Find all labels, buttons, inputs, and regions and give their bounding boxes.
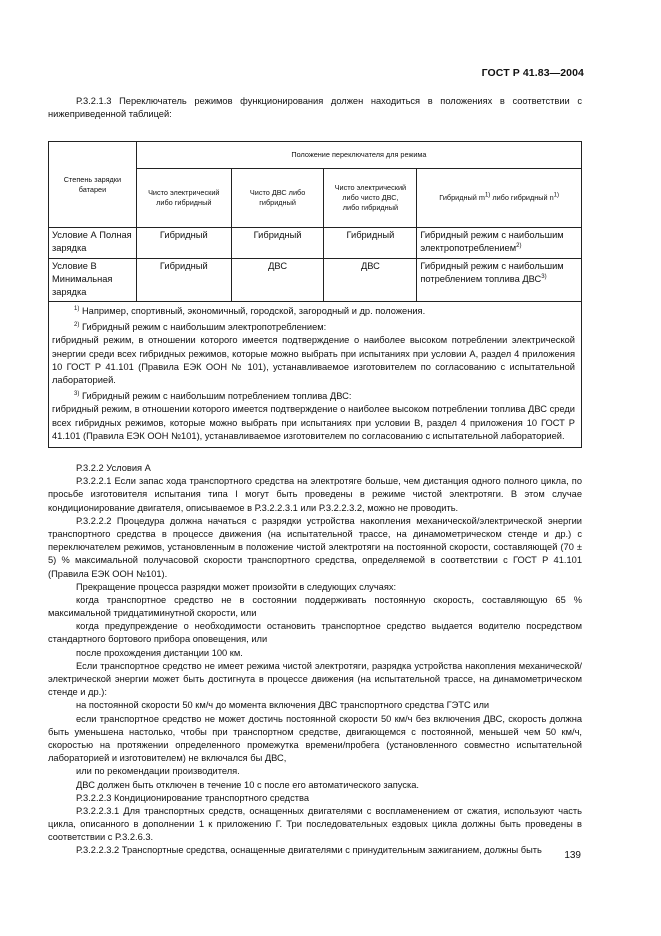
paragraph: ДВС должен быть отключен в течение 10 с после его автоматического запуска.: [76, 779, 420, 790]
page-number: 139: [564, 850, 581, 861]
table-notes-row: [49, 302, 582, 448]
table-row: [49, 259, 582, 302]
row-label: Условие А Полная зарядка: [49, 228, 137, 259]
intro-paragraph: Р.3.2.1.3 Переключатель режимов функционирования должен находиться в положениях в соответствии с нижеприведенной таблицей:: [48, 96, 582, 120]
table-row: [49, 228, 582, 259]
section-heading: Р.3.2.2.3 Кондиционирование транспортного средства: [76, 792, 309, 803]
col-header-4-a: Гибридный m: [439, 193, 485, 203]
section-heading: Р.3.2.2 Условия А: [76, 463, 151, 473]
footnote-mark: 3): [74, 391, 80, 398]
cell-footnote-mark: 2): [516, 243, 522, 250]
col-header-4-b: либо гибридный n: [490, 193, 554, 203]
mode-table: [48, 141, 582, 448]
table-notes: [49, 302, 582, 448]
table-cell: [417, 259, 582, 302]
table-cell: Гибридный: [324, 228, 417, 259]
paragraph: когда транспортное средство не в состоянии поддерживать постоянную скорость, составляющую 65 % максимальной тридцатиминутной скорости, или: [48, 594, 582, 619]
table-cell: Гибридный: [136, 259, 231, 302]
col-header-4: [417, 169, 582, 228]
footnote-text: Например, спортивный, экономичный, городской, загородный и др. положения.: [81, 306, 426, 316]
cell-text: Гибридный режим с наибольшим электропотреблением: [420, 230, 564, 254]
footnote-text: Гибридный режим с наибольшим электропотреблением:: [81, 322, 327, 333]
table-cell: ДВС: [231, 259, 324, 302]
footnote-2: [52, 321, 575, 387]
paragraph: Р.3.2.2.3.1 Для транспортных средств, оснащенных двигателями с воспламенением от сжатия, используют часть цикла, описанного в дополнении 1 к приложению Г. Три последовательных ездовых цикла должны быть проведены в соответствии с Р.3.2.6.3.: [48, 805, 582, 843]
paragraph: если транспортное средство не может достичь постоянной скорости 50 км/ч без включения ДВС, скорость должна быть уменьшена настолько, чтобы при транспортном средстве, двигающемся с постоянной, меньшей чем 50 км/ч, скоростью на протяжении определенного промежутка времени/пробега (установленного совместно испытательной лабораторией и изготовителем) не включался бы ДВС,: [48, 713, 582, 764]
footnote-mark: 1): [74, 305, 80, 312]
corner-header: Степень зарядки батареи: [49, 142, 137, 228]
col-header-1: Чисто электрический либо гибридный: [136, 169, 231, 228]
footnote-text: Гибридный режим с наибольшим потреблением топлива ДВС:: [81, 391, 352, 402]
footnote-body: гибридный режим, в отношении которого имеется подтверждение о наиболее высоком потреблении электрической энергии среди всех гибридных режимов, которые можно выбрать при испытаниях при условии А, раздел 4 приложения 10 ГОСТ Р 41.101 (Правила ЕЭК ООН № 101), устанавливаемое изготовителем по согласованию с испытательной лабораторией.: [52, 335, 575, 385]
col-header-3: Чисто электрический либо чисто ДВС, либо гибридный: [324, 169, 417, 228]
footnote-body: гибридный режим, в отношении которого имеется подтверждение о наиболее высоком потреблении топлива ДВС среди всех гибридных режимов, которые можно выбрать при испытаниях при условии В, раздел 4 приложения 10 ГОСТ Р 41.101 (Правила ЕЭК ООН №101), устанавливаемое изготовителем по согласованию с испытательной лабораторией.: [52, 404, 575, 441]
footnote-1: [52, 305, 575, 318]
paragraph: или по рекомендации производителя.: [76, 766, 240, 777]
cell-text: Гибридный режим с наибольшим потреблением топлива ДВС: [420, 261, 564, 285]
paragraph: после прохождения дистанции 100 км.: [76, 647, 243, 658]
table-cell: Гибридный: [136, 228, 231, 259]
col-header-4-sup-a: 1): [484, 192, 491, 199]
body-text: [48, 462, 582, 858]
paragraph: Если транспортное средство не имеет режима чистой электротяги, разрядка устройства накопления механической/электрической энергии может быть достигнута в процессе движения (на испытательной трассе, на динамометрическом стенде и др.):: [48, 660, 582, 698]
group-header: Положение переключателя для режима: [136, 142, 581, 169]
row-label: Условие В Минимальная зарядка: [49, 259, 137, 302]
paragraph: Р.3.2.2.2 Процедура должна начаться с разрядки устройства накопления механической/электрической энергии транспортного средства в процессе движения (на испытательной трассе, на динамометрическом стенде и др.) с переключателем режимов, установленным в положение чистой электротяги на постоянной скорости, составляющей (70 ± 5) % максимальной получасовой скорости транспортного средства, определяемой в соответствии с ГОСТ Р 41.101 (Правила ЕЭК ООН №101).: [48, 515, 582, 579]
paragraph: Прекращение процесса разрядки может произойти в следующих случаях:: [76, 581, 397, 592]
document-header: ГОСТ Р 41.83—2004: [481, 67, 584, 79]
table-header-row: [49, 142, 582, 169]
col-header-2: Чисто ДВС либо гибридный: [231, 169, 324, 228]
footnote-3: [52, 390, 575, 443]
paragraph: Р.3.2.2.1 Если запас хода транспортного средства на электротяге больше, чем дистанция одного полного цикла, по просьбе изготовителя испытания типа I могут быть проведены в режиме чистой электротяги. В этом случае кондиционирование двигателя, описываемое в Р.3.2.2.3.1 или Р.3.2.2.3.2, можно не проводить.: [48, 476, 582, 513]
paragraph: Р.3.2.2.3.2 Транспортные средства, оснащенные двигателями с принудительным зажиганием, должны быть: [76, 845, 542, 856]
paragraph: когда предупреждение о необходимости остановить транспортное средство выдается водителю посредством стандартного бортового прибора оповещения, или: [48, 621, 582, 645]
paragraph: на постоянной скорости 50 км/ч до момента включения ДВС транспортного средства ГЭТС или: [76, 700, 490, 711]
table-cell: ДВС: [324, 259, 417, 302]
table-cell: [417, 228, 582, 259]
footnote-mark: 2): [74, 322, 80, 329]
table-cell: Гибридный: [231, 228, 324, 259]
col-header-4-sup-b: 1): [553, 192, 560, 199]
cell-footnote-mark: 3): [541, 274, 547, 281]
